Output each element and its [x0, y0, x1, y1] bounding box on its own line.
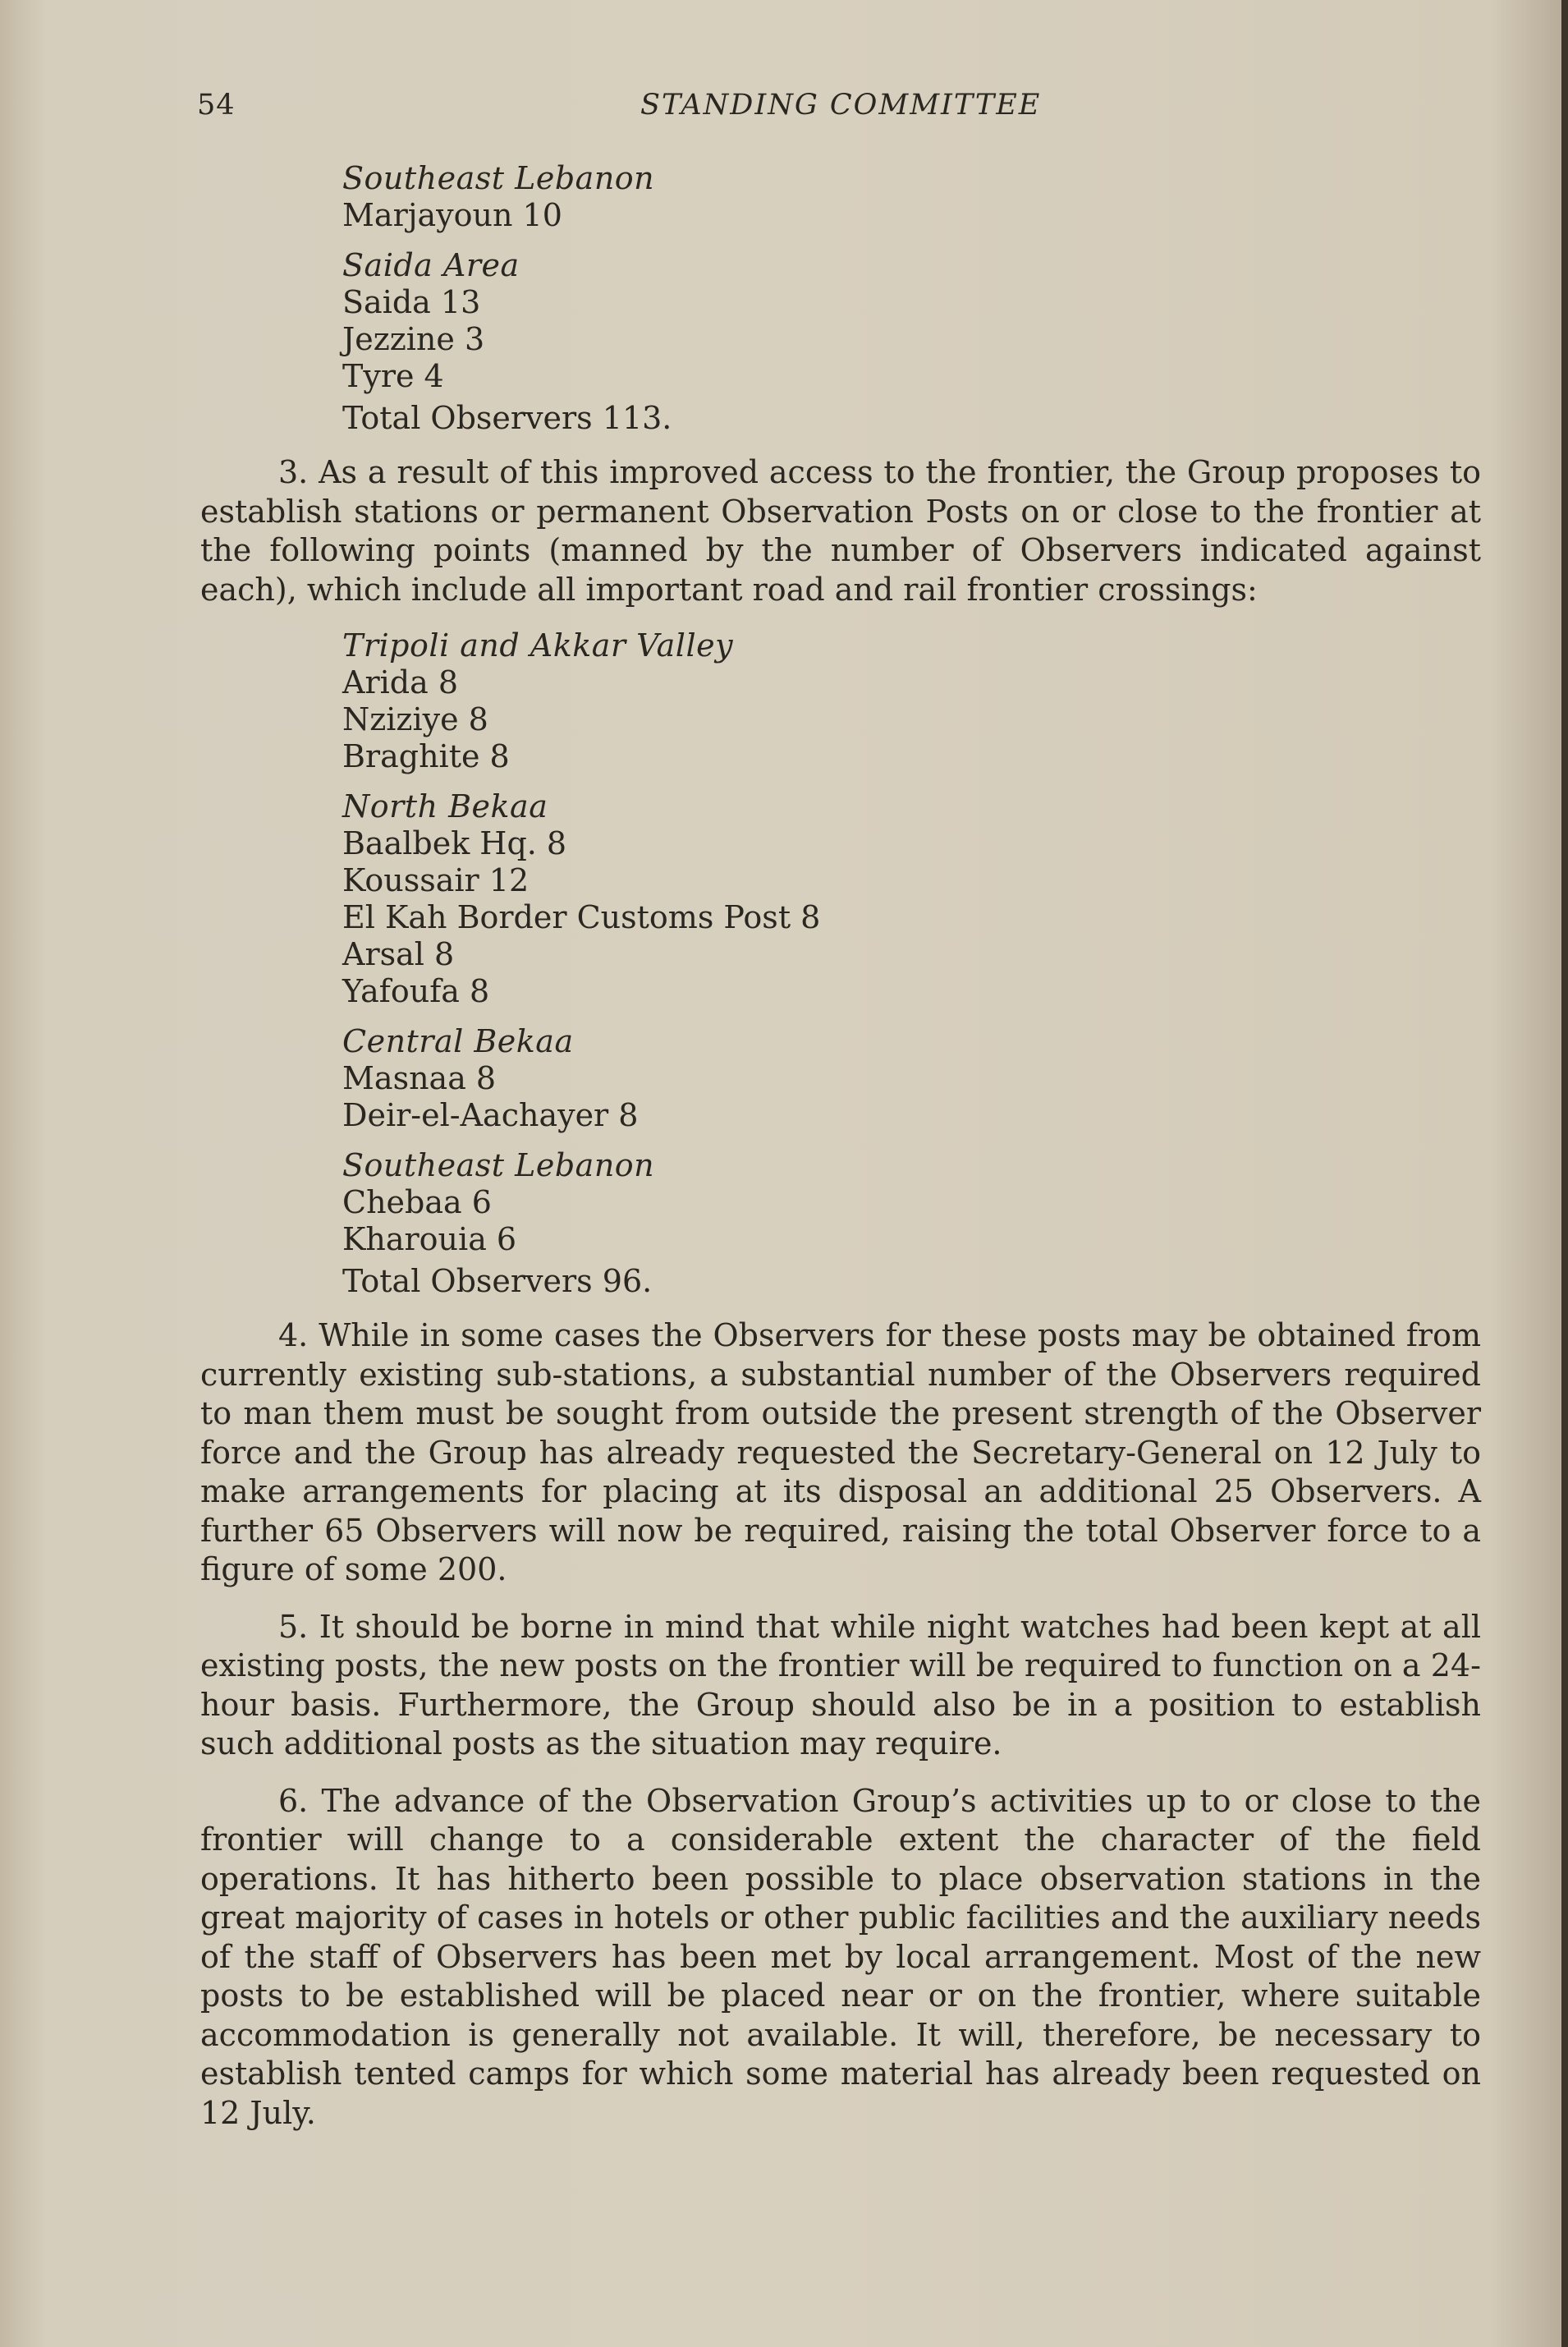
list-group	[342, 1023, 1481, 1134]
list-group	[342, 627, 1481, 775]
list-item: Nziziye 8	[342, 701, 488, 737]
list-item: Koussair 12	[342, 862, 530, 898]
page-content	[200, 160, 1481, 2151]
list-item: Deir-el-Aachayer 8	[342, 1097, 639, 1133]
list-group	[342, 1147, 1481, 1300]
list-group	[342, 247, 1481, 437]
list-heading: Central Bekaa	[342, 1023, 574, 1059]
page-number: 54	[197, 89, 236, 122]
paragraph-5: 5. It should be borne in mind that while night watches had been kept at all existing posts, the new posts on the frontier will be required to function on a 24-hour basis. Furthermore, the Group should also be in a position to establish such additional posts as the situation may require.	[200, 1608, 1481, 1761]
list-item: Jezzine 3	[342, 321, 485, 357]
list-heading: Saida Area	[342, 247, 520, 283]
list-group	[342, 160, 1481, 234]
list-item: Masnaa 8	[342, 1060, 497, 1096]
list-heading: North Bekaa	[342, 788, 548, 824]
list-item: Yafoufa 8	[342, 973, 490, 1009]
list-item: Arida 8	[342, 664, 458, 700]
list-item: Baalbek Hq. 8	[342, 825, 567, 861]
list-item: Chebaa 6	[342, 1184, 492, 1220]
list-total: Total Observers 96.	[342, 1263, 653, 1299]
list-item: Braghite 8	[342, 738, 510, 774]
list-item: Kharouia 6	[342, 1221, 517, 1257]
paragraph-3: 3. As a result of this improved access to the frontier, the Group proposes to establish stations or permanent Observation Posts on or close to the frontier at the following points (manned by the number of Observers indicated against each), which include all important road and rail frontier crossings:	[200, 454, 1481, 608]
paragraph-4: 4. While in some cases the Observers for these posts may be obtained from currently existing sub-stations, a substantial number of the Observers required to man them must be sought from outside the present strength of the Observer force and the Group has already requested the Secretary-General on 12 July to make arrangements for placing at its disposal an additional 25 Observers. A further 65 Observers will now be required, raising the total Observer force to a figure of some 200.	[200, 1317, 1481, 1587]
list-heading: Southeast Lebanon	[342, 160, 655, 196]
list-item: Saida 13	[342, 284, 481, 320]
running-title: STANDING COMMITTEE	[640, 89, 1042, 122]
observers-list-1	[342, 160, 1481, 437]
list-total: Total Observers 113.	[342, 400, 672, 436]
page-binding-edge	[1561, 0, 1568, 2347]
list-group	[342, 788, 1481, 1010]
page-header	[197, 89, 1478, 126]
list-item: El Kah Border Customs Post 8	[342, 899, 821, 935]
list-heading: Southeast Lebanon	[342, 1147, 655, 1183]
paragraph-6: 6. The advance of the Observation Group’s activities up to or close to the frontier will change to a considerable extent the character of the field operations. It has hitherto been possible to place observation stations in the great majority of cases in hotels or other public facilities and the auxiliary needs of the staff of Observers has been met by local arrangement. Most of the new posts to be established will be placed near or on the frontier, where suitable accommodation is generally not available. It will, therefore, be necessary to establish tented camps for which some material has already been requested on 12 July.	[200, 1782, 1481, 2131]
list-item: Tyre 4	[342, 358, 444, 394]
list-heading: Tripoli and Akkar Valley	[342, 627, 734, 664]
list-item: Arsal 8	[342, 936, 455, 972]
list-item: Marjayoun 10	[342, 197, 562, 233]
observers-list-2	[342, 627, 1481, 1300]
